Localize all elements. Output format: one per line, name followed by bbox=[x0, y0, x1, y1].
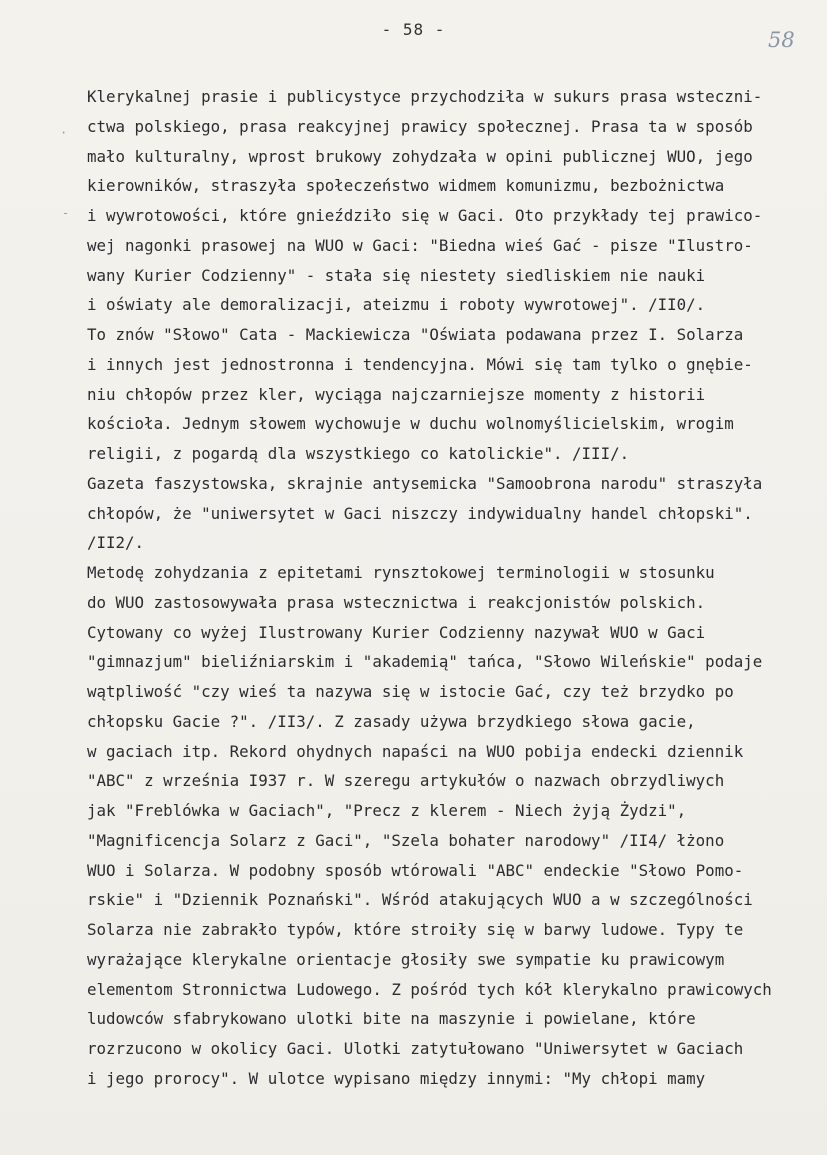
text-line: ludowców sfabrykowano ulotki bite na maszynie i powielane, które bbox=[87, 1009, 696, 1029]
text-line: Gazeta faszystowska, skrajnie antysemicka "Samoobrona narodu" straszyła bbox=[87, 473, 763, 493]
text-line: kościoła. Jednym słowem wychowuje w duchu wolnomyślicielskim, wrogim bbox=[87, 414, 734, 434]
text-line: niu chłopów przez kler, wyciąga najczarniejsze momenty z historii bbox=[87, 384, 706, 404]
page-number: - 58 - bbox=[381, 20, 446, 39]
text-line: kierowników, straszyła społeczeństwo widmem komunizmu, bezbożnictwa bbox=[87, 176, 725, 196]
text-line: wej nagonki prasowej na WUO w Gaci: "Biedna wieś Gać - pisze "Ilustro- bbox=[87, 235, 753, 255]
text-line: Metodę zohydzania z epitetami rynsztokowej terminologii w stosunku bbox=[87, 563, 715, 582]
text-line: wyrażające klerykalne orientacje głosiły swe sympatie ku prawicowym bbox=[87, 949, 725, 969]
text-line: chłopsku Gacie ?". /II3/. Z zasady używa brzydkiego słowa gacie, bbox=[87, 711, 696, 731]
text-line: Klerykalnej prasie i publicystyce przychodziła w sukurs prasa wsteczni- bbox=[87, 87, 763, 106]
body-text bbox=[87, 82, 827, 1094]
text-line: w gaciach itp. Rekord ohydnych napaści na WUO pobija endecki dziennik bbox=[87, 741, 744, 761]
text-line: Cytowany co wyżej Ilustrowany Kurier Codzienny nazywał WUO w Gaci bbox=[87, 622, 706, 642]
text-line: i innych jest jednostronna i tendencyjna. Mówi się tam tylko o gnębie- bbox=[87, 354, 753, 374]
text-line: wany Kurier Codzienny" - stała się niestety siedliskiem nie nauki bbox=[87, 265, 706, 285]
text-line: jak "Freblówka w Gaciach", "Precz z klerem - Niech żyją Żydzi", bbox=[87, 801, 687, 820]
text-line: /II2/. bbox=[87, 533, 145, 553]
margin-dash-mark: - bbox=[62, 206, 70, 220]
text-line: chłopów, że "uniwersytet w Gaci niszczy indywidualny handel chłopski". bbox=[87, 503, 753, 523]
text-line: "Magnificencja Solarz z Gaci", "Szela bohater narodowy" /II4/ łżono bbox=[87, 830, 725, 850]
text-line: "ABC" z września I937 r. W szeregu artykułów o nazwach obrzydliwych bbox=[87, 771, 725, 791]
text-line: religii, z pogardą dla wszystkiego co katolickie". /III/. bbox=[87, 444, 630, 463]
text-line: i wywrotowości, które gnieździło się w Gaci. Oto przykłady tej prawico- bbox=[87, 206, 763, 225]
text-line: elementom Stronnictwa Ludowego. Z pośród tych kół klerykalno prawicowych bbox=[87, 979, 772, 999]
text-line: rskie" i "Dziennik Poznański". Wśród atakujących WUO a w szczególności bbox=[87, 890, 753, 910]
text-line: mało kulturalny, wprost brukowy zohydzała w opini publicznej WUO, jego bbox=[87, 146, 753, 166]
handwritten-page-number: 58 bbox=[768, 28, 795, 52]
text-line: WUO i Solarza. W podobny sposób wtórowali "ABC" endeckie "Słowo Pomo- bbox=[87, 860, 744, 880]
text-line: wątpliwość "czy wieś ta nazywa się w istocie Gać, czy też brzydko po bbox=[87, 682, 734, 701]
text-line: i oświaty ale demoralizacji, ateizmu i roboty wywrotowej". /II0/. bbox=[87, 295, 706, 315]
text-line: i jego prorocy". W ulotce wypisano między innymi: "My chłopi mamy bbox=[87, 1068, 706, 1088]
text-line: rozrzucono w okolicy Gaci. Ulotki zatytułowano "Uniwersytet w Gaciach bbox=[87, 1039, 744, 1058]
margin-dot-mark: · bbox=[60, 126, 68, 140]
text-line: ctwa polskiego, prasa reakcyjnej prawicy społecznej. Prasa ta w sposób bbox=[87, 116, 753, 136]
text-line: do WUO zastosowywała prasa wstecznictwa i reakcjonistów polskich. bbox=[87, 592, 706, 612]
text-line: To znów "Słowo" Cata - Mackiewicza "Oświata podawana przez I. Solarza bbox=[87, 325, 744, 344]
text-line: Solarza nie zabrakło typów, które stroiły się w barwy ludowe. Typy te bbox=[87, 920, 744, 939]
text-line: "gimnazjum" bieliźniarskim i "akademią" tańca, "Słowo Wileńskie" podaje bbox=[87, 652, 763, 672]
